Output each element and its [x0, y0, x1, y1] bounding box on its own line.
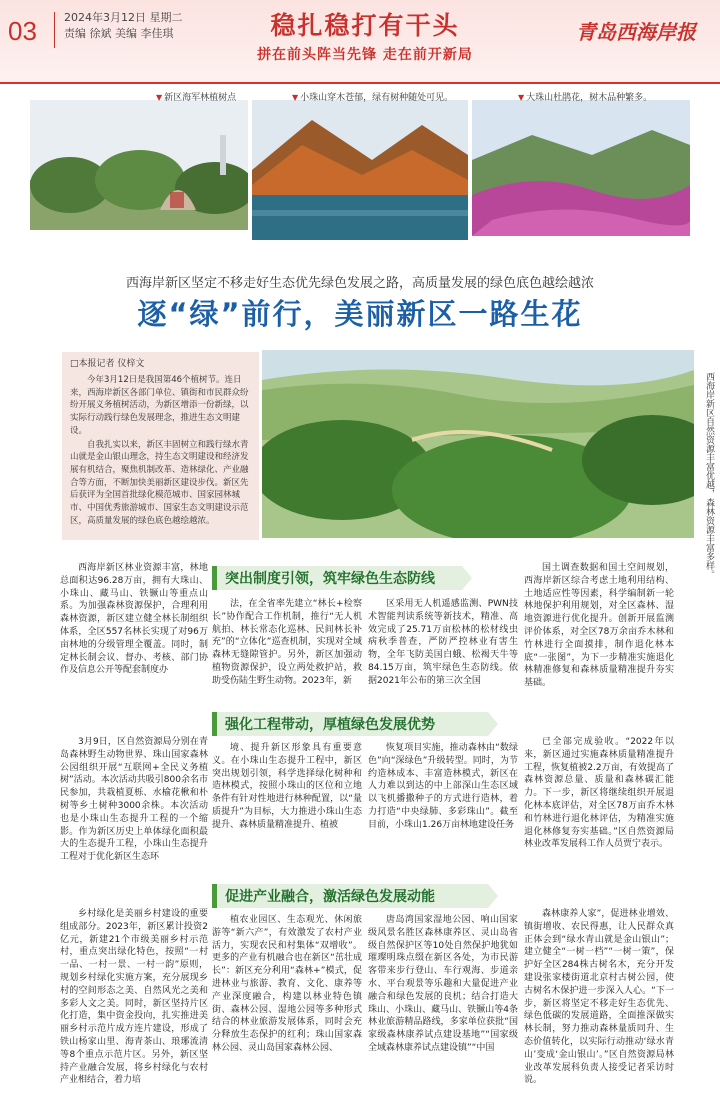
- section1-col3-text: 区采用无人机遥感监测、PWN技术智能判读系统等新技术，精准、高效完成了25.71万亩松林的松材线虫病秋季普查，严防严控林业有害生物，全年飞防美国白蛾、松褐天牛等84.15万亩，筑牢绿色生态防线。依据2021年公布的第三次全国: [368, 599, 518, 686]
- byline: □本报记者 仪梓文: [70, 359, 145, 369]
- vertical-photo-caption: 西海岸新区自然资源丰富优越，森林资源丰富多样。: [704, 372, 714, 579]
- section3-col2: [212, 914, 362, 1088]
- section2-col4-text: 已全部完成验收。“2022年以来，新区通过实施森林质量精准提升工程，恢复植被2.2万亩，有效提高了森林资源总量、质量和森林碳汇能力。下一步，新区将继续组织开展退化林本底评估，对全区78万亩乔木林和竹林进行退化林评估，为精准实施退化林修复夯实基础。”区自然资源局林业改革发展科工作人员贾宁表示。: [524, 737, 674, 850]
- photo-dazhushan-azaleas: [472, 100, 690, 236]
- subheadline: 拼在前头阵当先锋 走在前开新局: [257, 47, 473, 63]
- section3-col1: [60, 908, 208, 1088]
- section1-col3: [368, 598, 518, 722]
- section3-col2-text: 植农业园区、生态观光、休闲旅游等“新六产”，有效激发了农村产业活力，实现农民和村集体“双增收”。更多的产业有机融合也在新区“茁壮成长”：新区充分利用“森林+”模式，促进林业与旅游、教育、文化、康养等产业深度融合，构建以林业特色镇街、森林公园、湿地公园等多种形式结合的林业旅游发展体系，同时会充分释放生态保护的红利；珠山国家森林公园、灵山岛国家森林公园、: [212, 915, 362, 1053]
- photo-4-graphic: [262, 350, 694, 538]
- intro-paragraph-2: 自我扎实以来，新区丰固树立和践行绿水青山就是金山银山理念，持生态文明建设和经济发展有机结合，聚焦机制改革、造林绿化、产业融合等方面，不断加快美丽新区建设步伐。新区先后获评为全国首批绿化模范城市、国家园林城市、中国优秀旅游城市、国家生态文明建设示范区，高质量发展的绿色底色越绘越浓。: [70, 439, 249, 526]
- photo-caption-3: ▼ 大珠山杜鹃花，树木品种繁多。: [518, 90, 652, 103]
- section1-col4: [524, 562, 674, 722]
- section2-col3-text: 恢复项目实施，推动森林由“数绿色”向“深绿色”升级转型。同时，为节约造林成本、丰富造林模式，新区在人力难以到达的中上部深山生态区域以飞机播撒种子的方式进行造林，着力打造“中央绿肺、多彩珠山”。截至目前，小珠山1.26万亩林地建设任务: [368, 743, 518, 830]
- intro-paragraph-1: 今年3月12日是我国第46个植树节。连日来，西海岸新区各部门单位、镇街和市民群众纷纷开展义务植树活动，为新区增添一份新绿，以实际行动践行绿色发展理念，推进生态文明建设。: [70, 375, 249, 436]
- section-heading-2: 强化工程带动，厚植绿色发展优势: [212, 712, 488, 736]
- photo-caption-1: ▼ 新区海军林植树点: [156, 90, 236, 103]
- section2-col4: [524, 736, 674, 880]
- section-heading-3: 促进产业融合，激活绿色发展动能: [212, 884, 488, 908]
- section1-col1: [60, 562, 208, 722]
- section3-col4-text: 森林康养人家”，促进林业增效、镇街增收、农民得惠，让人民群众真正体会到“绿水青山就是金山银山”；建立健全“一树一档”“一树一策”，保护好全区284株古树名木，充分开发建设张家楼街道北京村古树公园，使古树名木保护进一步深入人心。“下一步，新区将坚定不移走好生态优先、绿色低碳的发展道路，全面推深做实林长制，努力推动森林量质同升、生态价值转化，以实际行动推动‘绿水青山’变成‘金山银山’。”区自然资源局林业改革发展科负责人接受记者采访时说。: [524, 909, 674, 1086]
- photo-1-graphic: [30, 100, 248, 230]
- divider: [54, 12, 55, 48]
- date-line: 2024年3月12日 星期二: [64, 11, 183, 24]
- photo-tree-planting-site: [30, 100, 248, 230]
- section1-col2: [212, 598, 362, 722]
- section1-col4-text: 国土调查数据和国土空间规划，西海岸新区综合考虑土地利用结构、土地适应性等因素，科学编制新一轮林地保护利用规划，对全区森林、湿地资源进行优化提升。创新开展监测评价体系，对全区78万余亩乔木林和竹林进行全面摸排，制作退化林本底“一张图”，为下一步精准实施退化林精准修复和森林质量精准提升夯实基础。: [524, 563, 674, 689]
- page-header: [0, 0, 720, 84]
- headline: 稳扎稳打有干头: [270, 11, 460, 40]
- article-lede: 西海岸新区坚定不移走好生态优先绿色发展之路，高质量发展的绿色底色越绘越浓: [125, 276, 594, 291]
- section2-col1-text: 3月9日，区自然资源局分别在青岛森林野生动物世界、珠山国家森林公园组织开展“互联网+全民义务植树”活动。本次活动共吸引800余名市民参加，共栽植夏栎、水榆花楸和朴树等乡土树种3000余株。本次活动也是小珠山生态提升工程的一个缩影。作为新区历史上单体绿化面积最大的生态提升工程，小珠山生态提升工程对于优化新区生态环: [60, 737, 208, 863]
- section3-col1-text: 乡村绿化是美丽乡村建设的重要组成部分。2023年，新区累计投资2亿元，新建21个市级美丽乡村示范村，重点突出绿化特色，按照“一村一品、一村一景、一村一韵”原则，规划乡村绿化实施方案，充分展现乡村的空间形态之美、自然风光之美和多彩人文之美。同时，新区坚持片区化打造，集中资金投向，扎实推进美丽乡村示范片成方连片建设，形成了铁山杨家山里、海青茶山、琅琊流清等8个重点示范片区。另外，新区坚持产业融合发展，将乡村绿化与农村产业相结合，着力培: [60, 909, 208, 1086]
- section3-col3: [368, 914, 518, 1088]
- section3-col4: [524, 908, 674, 1088]
- intro-text: [70, 374, 254, 528]
- photo-2-graphic: [252, 100, 468, 240]
- section2-col2-text: 境、提升新区形象具有重要意义。在小珠山生态提升工程中，新区突出规划引领，科学选择绿化树种和造林模式，按照小珠山的区位和立地条件有针对性地进行林种配置，以“量质提升”为目标，大力推进小珠山生态提升、森林质量精准提升、植被: [212, 743, 362, 830]
- section2-col2: [212, 742, 362, 880]
- editors-line: 责编 徐斌 美编 李佳琪: [64, 27, 174, 40]
- photo-xiaozhushan-lake: [252, 100, 468, 240]
- section2-col1: [60, 736, 208, 880]
- brand-logo: 青岛西海岸报: [576, 20, 696, 44]
- header-info: [64, 10, 183, 42]
- article-title: 逐“绿”前行，美丽新区一路生花: [137, 297, 583, 331]
- photo-3-graphic: [472, 100, 690, 236]
- page-number: 03: [8, 16, 37, 46]
- section2-col3: [368, 742, 518, 880]
- photo-caption-2: ▼ 小珠山穿木苍郁，绿有树种随处可见。: [292, 90, 453, 103]
- section-heading-1: 突出制度引领，筑牢绿色生态防线: [212, 566, 462, 590]
- section1-col1-text: 西海岸新区林业资源丰富，林地总面积达96.28万亩，拥有大珠山、小珠山、藏马山、铁镢山等重点山系。为加强森林资源保护，合理利用森林资源，新区建立健全林长制组织体系，全区557名林长实现了对96万亩林地的分级管理全覆盖。同时，制定林长制会议、督办、考核、部门协作及信息公开等配套制度办: [60, 563, 208, 676]
- photo-forest-landscape: [262, 350, 694, 538]
- section1-col2-text: 法，在全省率先建立“林长+检察长”协作配合工作机制，推行“无人机航拍、林长常态化巡林、民间林长补充”的“立体化”巡查机制，实现对全域森林无缝隙管护。另外，新区加强动植物资源保护，设立两处救护站，救助受伤陆生野生动物。2023年，新: [212, 599, 362, 686]
- section3-col3-text: 唐岛湾国家湿地公园、响山国家级风景名胜区森林康养区、灵山岛省级自然保护区等10处自然保护地犹如璀璨明珠点缀在新区各处，为市民游客带来步行登山、车行观海、步道亲水、平台观景等乐趣和大量促进产业融合和绿色发展的良机；结合打造大珠山、小珠山、藏马山、铁镢山等4条林业旅游精品路线，多家单位获批“国家级森林康养试点建设基地”“国家级全域森林康养试点建设镇”“中国: [368, 915, 518, 1053]
